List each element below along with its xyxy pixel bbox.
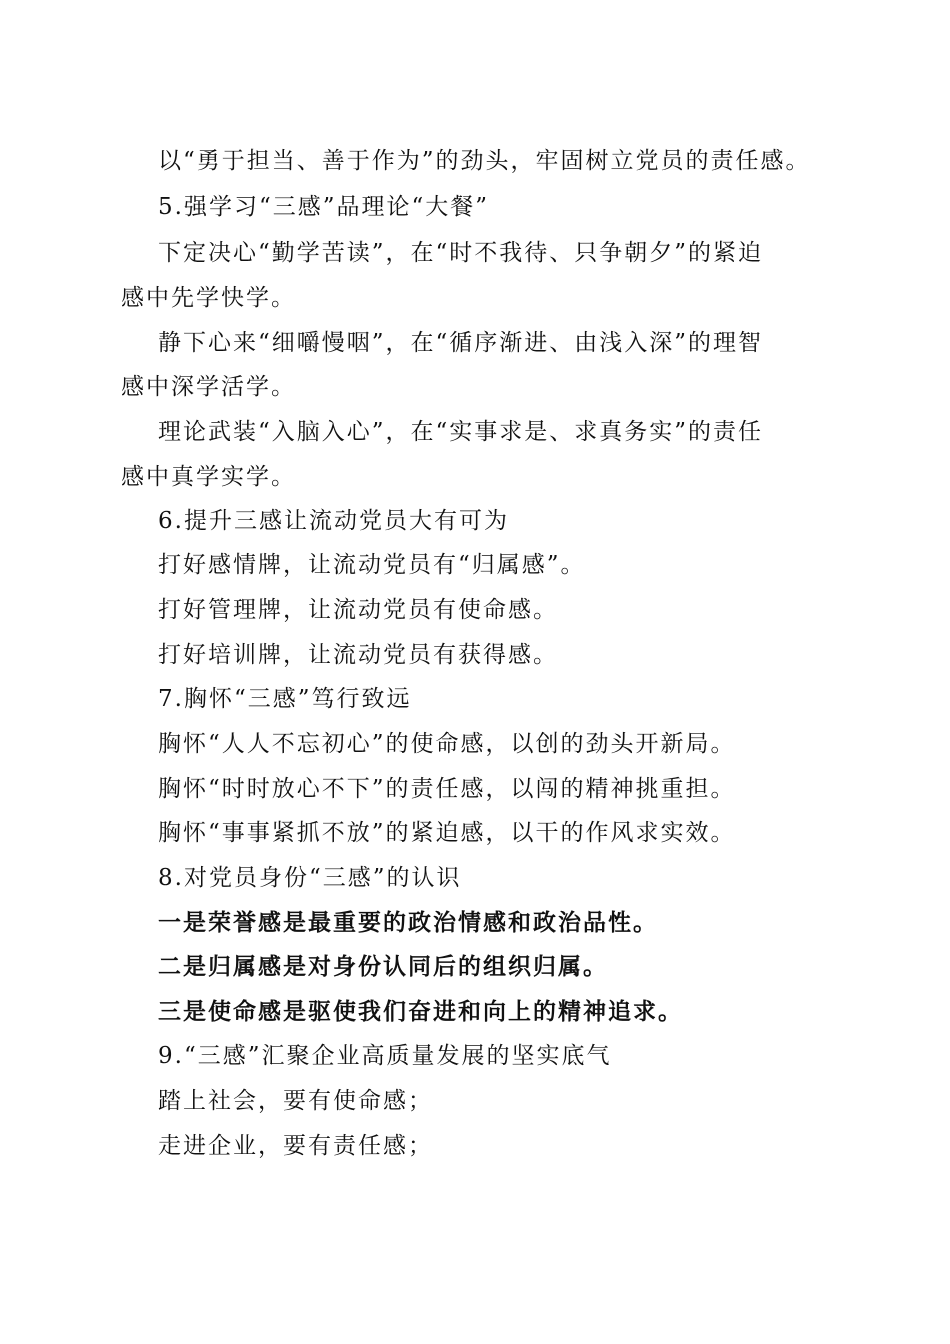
paragraph-line: 三是使命感是驱使我们奋进和向上的精神追求。 (158, 998, 683, 1025)
paragraph-line: 以“勇于担当、善于作为”的劲头，牢固树立党员的责任感。 (158, 148, 811, 174)
paragraph-line: 踏上社会，要有使命感； (158, 1088, 433, 1114)
paragraph-line: 感中先学快学。 (121, 285, 296, 311)
paragraph-line: 二是归属感是对身份认同后的组织归属。 (158, 953, 608, 980)
paragraph-line: 理论武装“入脑入心”，在“实事求是、求真务实”的责任 (158, 419, 764, 445)
paragraph-line: 静下心来“细嚼慢咽”，在“循序渐进、由浅入深”的理智 (158, 330, 764, 356)
section-heading: 8.对党员身份“三感”的认识 (158, 865, 462, 891)
paragraph-line: 胸怀“人人不忘初心”的使命感，以创的劲头开新局。 (158, 731, 736, 757)
paragraph-line: 感中深学活学。 (121, 374, 296, 400)
section-heading: 7.胸怀“三感”笃行致远 (158, 686, 412, 712)
section-heading: 6.提升三感让流动党员大有可为 (158, 508, 509, 534)
paragraph-line: 打好培训牌，让流动党员有获得感。 (158, 642, 558, 668)
section-heading: 5.强学习“三感”品理论“大餐” (158, 194, 489, 220)
paragraph-line: 感中真学实学。 (121, 464, 296, 490)
section-heading: 9.“三感”汇聚企业高质量发展的坚实底气 (158, 1043, 612, 1069)
paragraph-line: 走进企业，要有责任感； (158, 1133, 433, 1159)
paragraph-line: 打好管理牌，让流动党员有使命感。 (158, 597, 558, 623)
paragraph-line: 胸怀“事事紧抓不放”的紧迫感，以干的作风求实效。 (158, 820, 736, 846)
paragraph-line: 胸怀“时时放心不下”的责任感，以闯的精神挑重担。 (158, 776, 736, 802)
paragraph-line: 打好感情牌，让流动党员有“归属感”。 (158, 552, 586, 578)
paragraph-line: 一是荣誉感是最重要的政治情感和政治品性。 (158, 909, 658, 936)
paragraph-line: 下定决心“勤学苦读”，在“时不我待、只争朝夕”的紧迫 (158, 240, 764, 266)
